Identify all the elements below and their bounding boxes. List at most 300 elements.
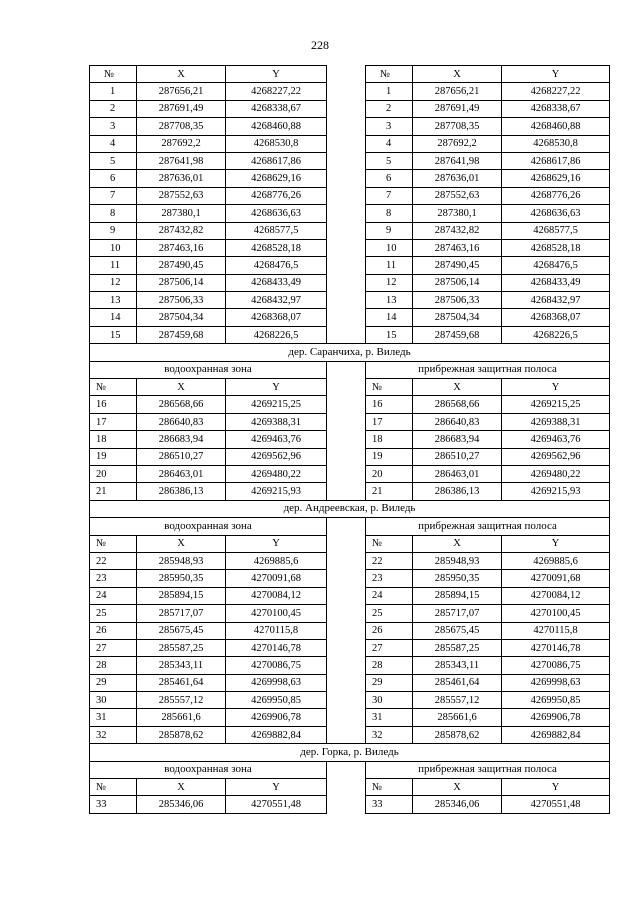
header-num: № (90, 779, 137, 796)
column-gap (327, 465, 366, 482)
coord-x: 285717,07 (413, 605, 502, 622)
zone-row (90, 361, 610, 378)
column-gap (327, 379, 366, 396)
coord-y: 4268433,49 (502, 274, 610, 291)
coord-x: 287459,68 (413, 326, 502, 343)
header-y: Y (226, 66, 327, 83)
coord-x: 285950,35 (137, 570, 226, 587)
table-row (90, 639, 610, 656)
coord-y: 4270086,75 (226, 657, 327, 674)
column-gap (327, 100, 366, 117)
table-row (90, 326, 610, 343)
coord-x: 287641,98 (413, 152, 502, 169)
coord-x: 287656,21 (137, 83, 226, 100)
coord-x: 285557,12 (137, 692, 226, 709)
point-number: 11 (366, 257, 413, 274)
header-num: № (90, 535, 137, 552)
point-number: 26 (90, 622, 137, 639)
point-number: 33 (90, 796, 137, 813)
column-gap (327, 674, 366, 691)
coord-y: 4270551,48 (502, 796, 610, 813)
coord-y: 4269215,25 (226, 396, 327, 413)
header-x: X (137, 779, 226, 796)
coord-x: 285661,6 (137, 709, 226, 726)
table-row (90, 622, 610, 639)
zone-label-left: водоохранная зона (90, 361, 327, 378)
page-number: 228 (311, 38, 329, 52)
coord-x: 287636,01 (413, 170, 502, 187)
coord-y: 4268636,63 (502, 205, 610, 222)
coord-y: 4269885,6 (502, 552, 610, 569)
zone-row (90, 761, 610, 778)
table-row (90, 448, 610, 465)
point-number: 16 (366, 396, 413, 413)
coord-x: 285343,11 (413, 657, 502, 674)
column-gap (327, 709, 366, 726)
point-number: 6 (366, 170, 413, 187)
coord-x: 287490,45 (413, 257, 502, 274)
coord-x: 287506,33 (137, 292, 226, 309)
coord-y: 4270115,8 (502, 622, 610, 639)
table-row (90, 570, 610, 587)
column-gap (327, 274, 366, 291)
coord-x: 285948,93 (137, 552, 226, 569)
coord-x: 287692,2 (413, 135, 502, 152)
point-number: 30 (366, 692, 413, 709)
point-number: 29 (90, 674, 137, 691)
table-row (90, 257, 610, 274)
coord-y: 4270100,45 (502, 605, 610, 622)
coord-x: 286640,83 (137, 413, 226, 430)
coord-y: 4268432,97 (502, 292, 610, 309)
header-x: X (413, 779, 502, 796)
table-row (90, 205, 610, 222)
coord-x: 287691,49 (137, 100, 226, 117)
coord-y: 4269906,78 (502, 709, 610, 726)
coord-x: 287432,82 (137, 222, 226, 239)
coord-y: 4268368,07 (226, 309, 327, 326)
coord-y: 4270115,8 (226, 622, 327, 639)
header-x: X (413, 379, 502, 396)
table-row (90, 170, 610, 187)
coord-x: 287641,98 (137, 152, 226, 169)
coord-x: 287552,63 (413, 187, 502, 204)
column-gap (327, 361, 366, 378)
point-number: 31 (90, 709, 137, 726)
point-number: 14 (366, 309, 413, 326)
coord-x: 286510,27 (137, 448, 226, 465)
column-gap (327, 779, 366, 796)
column-gap (327, 761, 366, 778)
coord-x: 287552,63 (137, 187, 226, 204)
coord-x: 286683,94 (137, 431, 226, 448)
coordinates-table (89, 65, 610, 814)
coord-x: 285894,15 (413, 587, 502, 604)
coord-x: 286386,13 (413, 483, 502, 500)
coord-y: 4268577,5 (502, 222, 610, 239)
coord-y: 4268617,86 (502, 152, 610, 169)
column-gap (327, 396, 366, 413)
table-row (90, 187, 610, 204)
coord-x: 286568,66 (413, 396, 502, 413)
column-gap (327, 66, 366, 83)
coord-y: 4268528,18 (226, 239, 327, 256)
point-number: 13 (366, 292, 413, 309)
header-y: Y (502, 535, 610, 552)
point-number: 28 (366, 657, 413, 674)
table-row (90, 552, 610, 569)
coord-y: 4268577,5 (226, 222, 327, 239)
coord-y: 4268476,5 (502, 257, 610, 274)
column-gap (327, 518, 366, 535)
header-row (90, 66, 610, 83)
coord-x: 285894,15 (137, 587, 226, 604)
coord-x: 287504,34 (137, 309, 226, 326)
point-number: 25 (90, 605, 137, 622)
column-gap (327, 535, 366, 552)
coord-x: 287636,01 (137, 170, 226, 187)
coord-x: 286568,66 (137, 396, 226, 413)
point-number: 23 (366, 570, 413, 587)
point-number: 21 (90, 483, 137, 500)
coord-y: 4270084,12 (502, 587, 610, 604)
coord-y: 4268226,5 (502, 326, 610, 343)
coord-y: 4269562,96 (502, 448, 610, 465)
table-row (90, 605, 610, 622)
column-gap (327, 205, 366, 222)
coord-y: 4269562,96 (226, 448, 327, 465)
coord-x: 285343,11 (137, 657, 226, 674)
point-number: 5 (90, 152, 137, 169)
coord-x: 286386,13 (137, 483, 226, 500)
coord-x: 285717,07 (137, 605, 226, 622)
coord-x: 287656,21 (413, 83, 502, 100)
column-gap (327, 692, 366, 709)
table-row (90, 222, 610, 239)
point-number: 14 (90, 309, 137, 326)
coord-y: 4269882,84 (226, 726, 327, 743)
point-number: 26 (366, 622, 413, 639)
column-gap (327, 326, 366, 343)
section-title-row (90, 500, 610, 517)
point-number: 3 (366, 118, 413, 135)
point-number: 9 (90, 222, 137, 239)
point-number: 28 (90, 657, 137, 674)
point-number: 32 (90, 726, 137, 743)
table-row (90, 100, 610, 117)
coord-x: 285675,45 (413, 622, 502, 639)
coord-y: 4268227,22 (502, 83, 610, 100)
coord-y: 4268226,5 (226, 326, 327, 343)
table-row (90, 674, 610, 691)
zone-label-left: водоохранная зона (90, 761, 327, 778)
section-title: дер. Горка, р. Виледь (90, 744, 610, 761)
column-gap (327, 152, 366, 169)
header-x: X (413, 66, 502, 83)
coord-y: 4268338,67 (502, 100, 610, 117)
point-number: 31 (366, 709, 413, 726)
section-title-row (90, 744, 610, 761)
coord-y: 4269480,22 (226, 465, 327, 482)
coord-x: 287506,14 (413, 274, 502, 291)
header-y: Y (502, 379, 610, 396)
section-title: дер. Андреевская, р. Виледь (90, 500, 610, 517)
table-row (90, 118, 610, 135)
header-x: X (413, 535, 502, 552)
column-gap (327, 657, 366, 674)
point-number: 12 (366, 274, 413, 291)
coord-y: 4268460,88 (502, 118, 610, 135)
coord-x: 287432,82 (413, 222, 502, 239)
coord-y: 4270091,68 (502, 570, 610, 587)
coord-x: 287708,35 (137, 118, 226, 135)
coord-x: 285346,06 (413, 796, 502, 813)
table-row (90, 431, 610, 448)
point-number: 1 (90, 83, 137, 100)
zone-label-right: прибрежная защитная полоса (366, 761, 610, 778)
coord-y: 4269885,6 (226, 552, 327, 569)
column-gap (327, 726, 366, 743)
column-gap (327, 570, 366, 587)
zone-label-left: водоохранная зона (90, 518, 327, 535)
coord-x: 287708,35 (413, 118, 502, 135)
point-number: 21 (366, 483, 413, 500)
column-gap (327, 587, 366, 604)
coord-x: 285346,06 (137, 796, 226, 813)
section-title-row (90, 344, 610, 361)
coord-y: 4270091,68 (226, 570, 327, 587)
coord-y: 4268776,26 (502, 187, 610, 204)
coord-x: 285557,12 (413, 692, 502, 709)
table-row (90, 483, 610, 500)
point-number: 7 (366, 187, 413, 204)
point-number: 29 (366, 674, 413, 691)
coord-y: 4269388,31 (502, 413, 610, 430)
column-gap (327, 622, 366, 639)
column-gap (327, 239, 366, 256)
header-y: Y (226, 535, 327, 552)
header-row (90, 779, 610, 796)
header-row (90, 379, 610, 396)
header-num: № (366, 66, 413, 83)
point-number: 24 (366, 587, 413, 604)
coord-x: 287691,49 (413, 100, 502, 117)
point-number: 2 (366, 100, 413, 117)
table-row (90, 692, 610, 709)
coord-x: 286463,01 (413, 465, 502, 482)
coord-x: 287504,34 (413, 309, 502, 326)
header-y: Y (502, 66, 610, 83)
coord-y: 4269998,63 (502, 674, 610, 691)
column-gap (327, 170, 366, 187)
coord-x: 287380,1 (413, 205, 502, 222)
point-number: 23 (90, 570, 137, 587)
column-gap (327, 552, 366, 569)
header-x: X (137, 535, 226, 552)
point-number: 32 (366, 726, 413, 743)
coord-x: 285587,25 (137, 639, 226, 656)
point-number: 17 (366, 413, 413, 430)
point-number: 33 (366, 796, 413, 813)
point-number: 13 (90, 292, 137, 309)
point-number: 30 (90, 692, 137, 709)
coord-x: 285878,62 (137, 726, 226, 743)
point-number: 4 (90, 135, 137, 152)
coord-x: 287380,1 (137, 205, 226, 222)
table-row (90, 796, 610, 813)
table-row (90, 709, 610, 726)
point-number: 16 (90, 396, 137, 413)
column-gap (327, 448, 366, 465)
point-number: 27 (366, 639, 413, 656)
coord-y: 4268460,88 (226, 118, 327, 135)
header-num: № (366, 779, 413, 796)
coord-y: 4269463,76 (502, 431, 610, 448)
point-number: 25 (366, 605, 413, 622)
coord-x: 286510,27 (413, 448, 502, 465)
coord-y: 4269998,63 (226, 674, 327, 691)
coord-x: 287459,68 (137, 326, 226, 343)
coord-y: 4270100,45 (226, 605, 327, 622)
point-number: 11 (90, 257, 137, 274)
table-row (90, 396, 610, 413)
column-gap (327, 605, 366, 622)
table-row (90, 274, 610, 291)
point-number: 20 (90, 465, 137, 482)
coord-y: 4270551,48 (226, 796, 327, 813)
point-number: 24 (90, 587, 137, 604)
column-gap (327, 118, 366, 135)
table-row (90, 83, 610, 100)
coord-x: 286463,01 (137, 465, 226, 482)
column-gap (327, 431, 366, 448)
column-gap (327, 796, 366, 813)
coord-y: 4268629,16 (502, 170, 610, 187)
coord-x: 285461,64 (413, 674, 502, 691)
point-number: 22 (90, 552, 137, 569)
point-number: 8 (90, 205, 137, 222)
column-gap (327, 483, 366, 500)
point-number: 5 (366, 152, 413, 169)
coord-y: 4269215,93 (502, 483, 610, 500)
table-row (90, 292, 610, 309)
point-number: 1 (366, 83, 413, 100)
coord-y: 4268530,8 (226, 135, 327, 152)
coord-y: 4268776,26 (226, 187, 327, 204)
coord-x: 286640,83 (413, 413, 502, 430)
coord-y: 4269388,31 (226, 413, 327, 430)
point-number: 3 (90, 118, 137, 135)
point-number: 12 (90, 274, 137, 291)
table-row (90, 135, 610, 152)
table-row (90, 587, 610, 604)
point-number: 4 (366, 135, 413, 152)
column-gap (327, 135, 366, 152)
point-number: 18 (366, 431, 413, 448)
point-number: 27 (90, 639, 137, 656)
point-number: 2 (90, 100, 137, 117)
point-number: 19 (366, 448, 413, 465)
coord-y: 4268528,18 (502, 239, 610, 256)
point-number: 17 (90, 413, 137, 430)
header-x: X (137, 66, 226, 83)
coord-y: 4268629,16 (226, 170, 327, 187)
header-row (90, 535, 610, 552)
coord-y: 4270146,78 (502, 639, 610, 656)
column-gap (327, 187, 366, 204)
coord-y: 4269215,25 (502, 396, 610, 413)
coord-y: 4268476,5 (226, 257, 327, 274)
coord-y: 4269882,84 (502, 726, 610, 743)
column-gap (327, 309, 366, 326)
coord-y: 4268227,22 (226, 83, 327, 100)
table-row (90, 152, 610, 169)
point-number: 9 (366, 222, 413, 239)
coord-y: 4269950,85 (502, 692, 610, 709)
coord-x: 286683,94 (413, 431, 502, 448)
table-row (90, 413, 610, 430)
table-row (90, 657, 610, 674)
point-number: 22 (366, 552, 413, 569)
header-y: Y (226, 779, 327, 796)
column-gap (327, 292, 366, 309)
coord-x: 285587,25 (413, 639, 502, 656)
point-number: 7 (90, 187, 137, 204)
coord-y: 4270146,78 (226, 639, 327, 656)
header-num: № (90, 66, 137, 83)
coord-x: 287463,16 (137, 239, 226, 256)
header-y: Y (226, 379, 327, 396)
coord-x: 287506,33 (413, 292, 502, 309)
coord-x: 285950,35 (413, 570, 502, 587)
coord-y: 4269906,78 (226, 709, 327, 726)
coord-y: 4269480,22 (502, 465, 610, 482)
section-title: дер. Саранчиха, р. Виледь (90, 344, 610, 361)
coord-x: 287490,45 (137, 257, 226, 274)
point-number: 10 (366, 239, 413, 256)
point-number: 6 (90, 170, 137, 187)
header-num: № (90, 379, 137, 396)
column-gap (327, 222, 366, 239)
coord-x: 285948,93 (413, 552, 502, 569)
coord-y: 4270086,75 (502, 657, 610, 674)
point-number: 20 (366, 465, 413, 482)
coord-y: 4270084,12 (226, 587, 327, 604)
table-row (90, 465, 610, 482)
coord-y: 4268368,07 (502, 309, 610, 326)
point-number: 15 (90, 326, 137, 343)
coord-y: 4268530,8 (502, 135, 610, 152)
coord-y: 4268636,63 (226, 205, 327, 222)
coord-x: 285675,45 (137, 622, 226, 639)
coord-y: 4268432,97 (226, 292, 327, 309)
point-number: 18 (90, 431, 137, 448)
header-x: X (137, 379, 226, 396)
column-gap (327, 413, 366, 430)
coord-x: 285878,62 (413, 726, 502, 743)
point-number: 15 (366, 326, 413, 343)
coord-y: 4268338,67 (226, 100, 327, 117)
table-row (90, 309, 610, 326)
coord-y: 4268617,86 (226, 152, 327, 169)
column-gap (327, 639, 366, 656)
coord-y: 4268433,49 (226, 274, 327, 291)
coord-x: 287463,16 (413, 239, 502, 256)
point-number: 19 (90, 448, 137, 465)
coord-x: 285661,6 (413, 709, 502, 726)
header-y: Y (502, 779, 610, 796)
coord-y: 4269215,93 (226, 483, 327, 500)
